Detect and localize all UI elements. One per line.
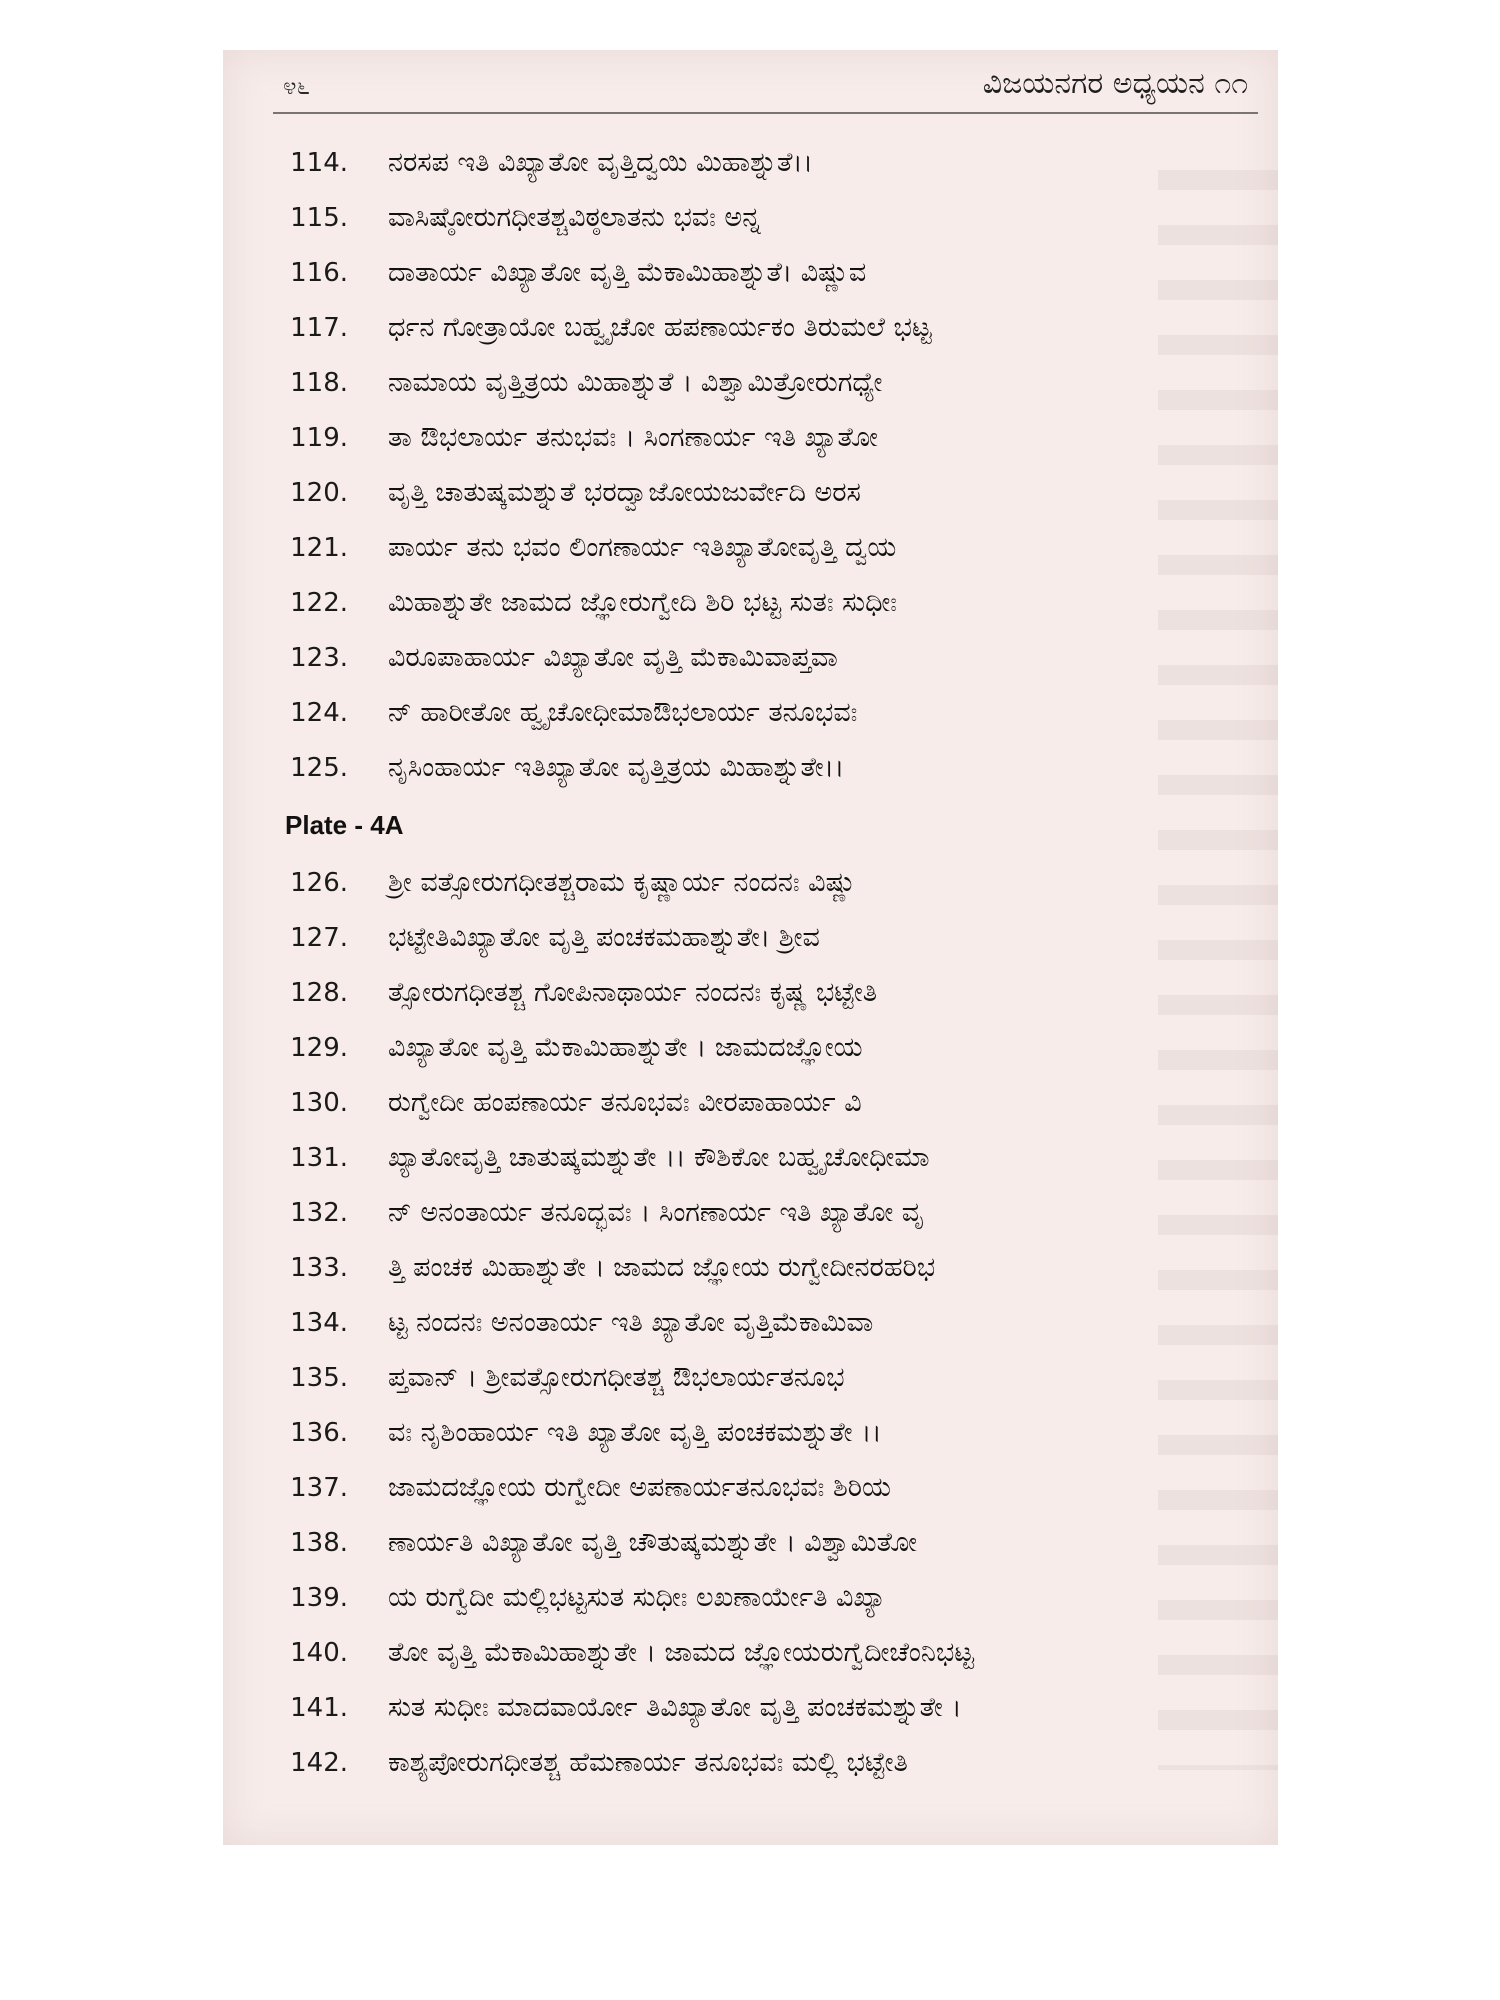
line-text: ಟ್ಟ ನಂದನಃ ಅನಂತಾರ್ಯ ಇತಿ ಖ್ಯಾತೋ ವೃತ್ತಿಮೆಕಾಮಿವಾ: [388, 1307, 874, 1338]
inscription-line: [223, 855, 1278, 910]
line-text: ತಾ ಔಭಲಾರ್ಯ ತನುಭವಃ । ಸಿಂಗಣಾರ್ಯ ಇತಿ ಖ್ಯಾತೋ: [388, 422, 878, 453]
inscription-line: [223, 190, 1278, 245]
inscription-line: [223, 685, 1278, 740]
inscription-line: [223, 1405, 1278, 1460]
header-rule: [273, 112, 1258, 114]
inscription-line: [223, 1515, 1278, 1570]
inscription-line: [223, 1350, 1278, 1405]
inscription-line: [223, 630, 1278, 685]
book-page: [223, 50, 1278, 1845]
line-text: ವಿರೂಪಾಹಾರ್ಯ ವಿಖ್ಯಾತೋ ವೃತ್ತಿ ಮೆಕಾಮಿವಾಪ್ತವಾ: [388, 642, 838, 673]
inscription-line: [223, 1735, 1278, 1790]
line-number: 130.: [290, 1088, 348, 1118]
inscription-line: [223, 965, 1278, 1020]
line-text: ನೃಸಿಂಹಾರ್ಯ ಇತಿಖ್ಯಾತೋ ವೃತ್ತಿತ್ರಯ ಮಿಹಾಶ್ನುತೇ।।: [388, 752, 845, 783]
line-text: ವಾಸಿಷ್ಠೋರುಗಧೀತಶ್ಚವಿಠ್ಠಲಾತನು ಭವಃ ಅನ್ನ: [388, 202, 761, 233]
line-text: ಸುತ ಸುಧೀಃ ಮಾದವಾರ್ಯೋ ತಿವಿಖ್ಯಾತೋ ವೃತ್ತಿ ಪಂಚಕಮಶ್ನುತೇ ।: [388, 1692, 962, 1723]
line-number: 135.: [290, 1363, 348, 1393]
inscription-line: [223, 1240, 1278, 1295]
inscription-line: [223, 1625, 1278, 1680]
running-title: ವಿಜಯನಗರ ಅಧ್ಯಯನ ೧೧: [982, 66, 1248, 101]
line-number: 140.: [290, 1638, 348, 1668]
line-number: 126.: [290, 868, 348, 898]
line-text: ಪ್ತವಾನ್ । ಶ್ರೀವತ್ಸೋರುಗಧೀತಶ್ಚ ಔಭಲಾರ್ಯತನೂಭ: [388, 1362, 845, 1393]
line-number: 124.: [290, 698, 348, 728]
line-text: ಕಾಶ್ಯಪೋರುಗಧೀತಶ್ಚ ಹೆಮಣಾರ್ಯ ತನೂಭವಃ ಮಲ್ಲಿ ಭಟ್ಟೇತಿ: [388, 1747, 908, 1778]
line-text: ತ್ಸೋರುಗಧೀತಶ್ಚ ಗೋಪಿನಾಥಾರ್ಯ ನಂದನಃ ಕೃಷ್ಣ ಭಟ್ಟೇತಿ: [388, 977, 878, 1008]
inscription-line: [223, 910, 1278, 965]
line-number: 129.: [290, 1033, 348, 1063]
inscription-line: [223, 355, 1278, 410]
inscription-line: [223, 1570, 1278, 1625]
inscription-line: [223, 465, 1278, 520]
line-number: 114.: [290, 148, 348, 178]
line-number: 136.: [290, 1418, 348, 1448]
inscription-line: [223, 300, 1278, 355]
inscription-line: [223, 740, 1278, 795]
line-number: 139.: [290, 1583, 348, 1613]
line-text: ದಾತಾರ್ಯ ವಿಖ್ಯಾತೋ ವೃತ್ತಿ ಮೆಕಾಮಿಹಾಶ್ನುತೆ। ವಿಷ್ಣುವ: [388, 257, 867, 288]
line-number: 115.: [290, 203, 348, 233]
line-number: 121.: [290, 533, 348, 563]
page-number: ೪೬: [283, 72, 310, 100]
line-number: 117.: [290, 313, 348, 343]
inscription-line: [223, 1680, 1278, 1735]
line-number: 119.: [290, 423, 348, 453]
line-number: 134.: [290, 1308, 348, 1338]
line-number: 138.: [290, 1528, 348, 1558]
line-text: ನರಸಪ ಇತಿ ವಿಖ್ಯಾತೋ ವೃತ್ತಿದ್ವಯಿ ಮಿಹಾಶ್ನುತೆ।।: [388, 147, 813, 178]
line-text: ಪಾರ್ಯ ತನು ಭವಂ ಲಿಂಗಣಾರ್ಯ ಇತಿಖ್ಯಾತೋವೃತ್ತಿ ದ್ವಯ: [388, 532, 897, 563]
inscription-text: [223, 135, 1278, 1790]
line-number: 123.: [290, 643, 348, 673]
line-text: ತೋ ವೃತ್ತಿ ಮೆಕಾಮಿಹಾಶ್ನುತೇ । ಜಾಮದ ಜ್ಞೋಯರುಗ್ವೆದೀಚೆಂನಿಭಟ್ಟ: [388, 1637, 974, 1668]
line-text: ಖ್ಯಾತೋವೃತ್ತಿ ಚಾತುಷ್ಕಮಶ್ನುತೇ ।। ಕೌಶಿಕೋ ಬಹ್ವೃಚೋಧೀಮಾ: [388, 1142, 930, 1173]
line-text: ಮಿಹಾಶ್ನುತೇ ಜಾಮದ ಜ್ಞೋರುಗ್ವೇದಿ ಶಿರಿ ಭಟ್ಟ ಸುತಃ ಸುಧೀಃ: [388, 587, 898, 618]
inscription-line: [223, 520, 1278, 575]
inscription-line: [223, 1460, 1278, 1515]
line-text: ನ್ ಹಾರೀತೋ ಹ್ವೃಚೋಧೀಮಾಔಭಲಾರ್ಯ ತನೂಭವಃ: [388, 697, 858, 728]
section-lines-114-125: [223, 135, 1278, 795]
line-text: ರ್ಧನ ಗೋತ್ರಾಯೋ ಬಹ್ವೃಚೋ ಹಪಣಾರ್ಯಕಂ ತಿರುಮಲೆ ಭಟ್ಟ: [388, 312, 932, 343]
line-text: ಯ ರುಗ್ವೆದೀ ಮಲ್ಲಿಭಟ್ಟಸುತ ಸುಧೀಃ ಲಖಣಾರ್ಯೇತಿ ವಿಖ್ಯಾ: [388, 1582, 887, 1613]
line-number: 141.: [290, 1693, 348, 1723]
line-text: ವಿಖ್ಯಾತೋ ವೃತ್ತಿ ಮೆಕಾಮಿಹಾಶ್ನುತೇ । ಜಾಮದಜ್ಞೋಯ: [388, 1032, 863, 1063]
line-text: ವಃ ನೃಶಿಂಹಾರ್ಯ ಇತಿ ಖ್ಯಾತೋ ವೃತ್ತಿ ಪಂಚಕಮಶ್ನುತೇ ।।: [388, 1417, 882, 1448]
section-lines-126-142: [223, 855, 1278, 1790]
line-number: 118.: [290, 368, 348, 398]
line-text: ನ್ ಅನಂತಾರ್ಯ ತನೂದ್ಭವಃ । ಸಿಂಗಣಾರ್ಯ ಇತಿ ಖ್ಯಾತೋ ವೃ: [388, 1197, 925, 1228]
line-number: 137.: [290, 1473, 348, 1503]
inscription-line: [223, 575, 1278, 630]
inscription-line: [223, 410, 1278, 465]
line-number: 122.: [290, 588, 348, 618]
line-number: 116.: [290, 258, 348, 288]
line-number: 132.: [290, 1198, 348, 1228]
line-text: ಭಟ್ಟೇತಿವಿಖ್ಯಾತೋ ವೃತ್ತಿ ಪಂಚಕಮಹಾಶ್ನುತೇ। ಶ್ರೀವ: [388, 922, 820, 953]
line-number: 120.: [290, 478, 348, 508]
inscription-line: [223, 245, 1278, 300]
line-number: 133.: [290, 1253, 348, 1283]
line-text: ಜಾಮದಜ್ಞೋಯ ರುಗ್ವೇದೀ ಅಪಣಾರ್ಯತನೂಭವಃ ಶಿರಿಯ: [388, 1472, 891, 1503]
line-text: ನಾಮಾಯ ವೃತ್ತಿತ್ರಯ ಮಿಹಾಶ್ನುತೆ । ವಿಶ್ವಾಮಿತ್ರೋರುಗಧ್ಯೇ: [388, 367, 883, 398]
line-text: ವೃತ್ತಿ ಚಾತುಷ್ಕಮಶ್ನುತೆ ಭರದ್ವಾಜೋಯಜುರ್ವೇದಿ ಅರಸ: [388, 477, 861, 508]
inscription-line: [223, 1130, 1278, 1185]
inscription-line: [223, 1295, 1278, 1350]
line-text: ಶ್ರೀ ವತ್ಸೋರುಗಧೀತಶ್ಚರಾಮ ಕೃಷ್ಣಾರ್ಯ ನಂದನಃ ವಿಷ್ಣು: [388, 867, 857, 898]
line-number: 127.: [290, 923, 348, 953]
plate-heading: Plate - 4A: [285, 810, 404, 840]
line-number: 131.: [290, 1143, 348, 1173]
inscription-line: [223, 1185, 1278, 1240]
line-number: 142.: [290, 1748, 348, 1778]
inscription-line: [223, 1020, 1278, 1075]
inscription-line: [223, 135, 1278, 190]
line-number: 125.: [290, 753, 348, 783]
line-text: ಣಾರ್ಯತಿ ವಿಖ್ಯಾತೋ ವೃತ್ತಿ ಚೌತುಷ್ಕಮಶ್ನುತೇ । ವಿಶ್ವಾಮಿತೋ: [388, 1527, 917, 1558]
line-text: ರುಗ್ವೇದೀ ಹಂಪಣಾರ್ಯ ತನೂಭವಃ ವೀರಪಾಹಾರ್ಯ ವಿ: [388, 1087, 862, 1118]
line-text: ತ್ತಿ ಪಂಚಕ ಮಿಹಾಶ್ನುತೇ । ಜಾಮದ ಜ್ಞೋಯ ರುಗ್ವೇದೀನರಹರಿಭ: [388, 1252, 936, 1283]
inscription-line: [223, 1075, 1278, 1130]
line-number: 128.: [290, 978, 348, 1008]
